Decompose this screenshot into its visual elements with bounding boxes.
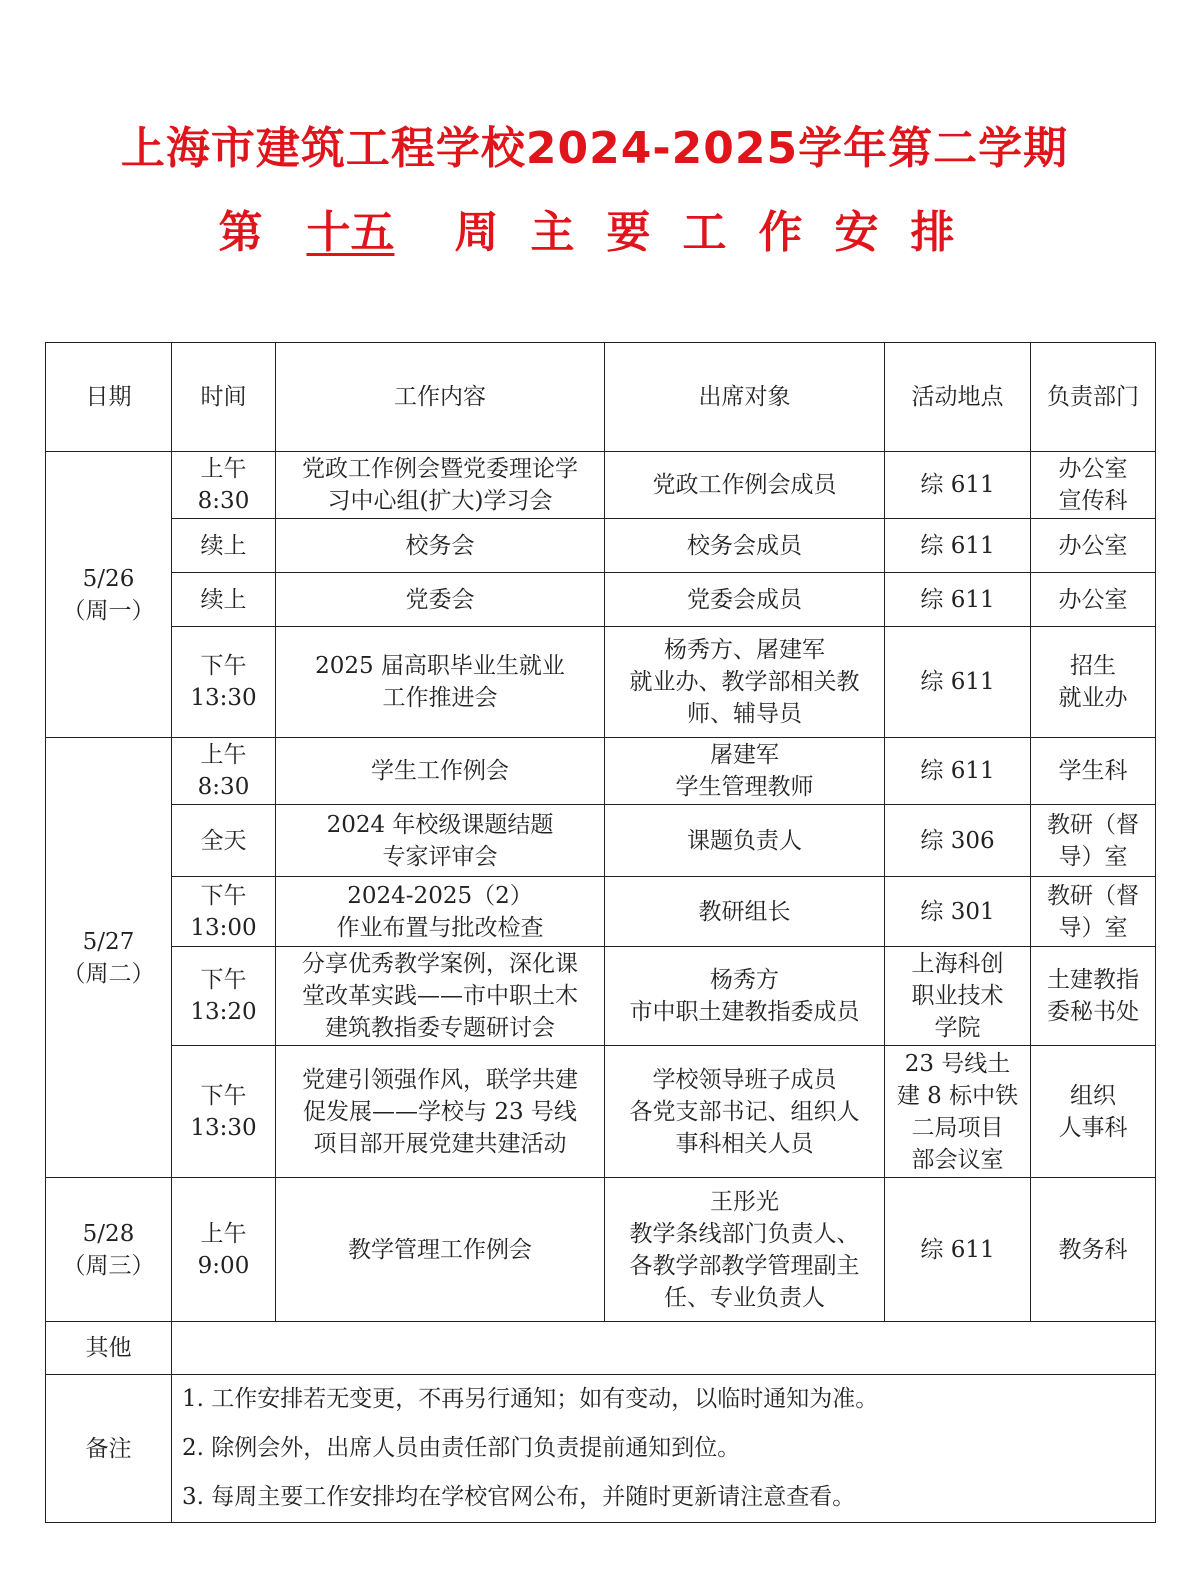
cell-line: 校务会 xyxy=(405,532,475,559)
department-cell xyxy=(1031,947,1156,1046)
table-row xyxy=(46,1046,1156,1178)
other-row xyxy=(46,1322,1156,1375)
cell-line: 8:30 xyxy=(197,488,250,514)
cell-line: 各党支部书记、组织人 xyxy=(629,1098,860,1125)
header-department: 负责部门 xyxy=(1031,343,1156,452)
cell-line: 工作推进会 xyxy=(382,685,498,711)
cell-line: 下午 xyxy=(200,1082,247,1109)
location-cell xyxy=(885,573,1031,627)
subtitle-char: 作 xyxy=(758,207,803,258)
department-cell xyxy=(1031,519,1156,573)
cell-line: 教研（督 xyxy=(1047,811,1139,838)
subtitle-char: 排 xyxy=(910,207,955,258)
cell-line: 课题负责人 xyxy=(687,827,802,854)
cell-line: 学生工作例会 xyxy=(371,758,509,784)
table-row xyxy=(46,573,1156,627)
cell-line: 就业办 xyxy=(1058,685,1128,711)
cell-line: 就业办、教学部相关教 xyxy=(629,669,860,695)
table-row xyxy=(46,738,1156,805)
cell-line: 杨秀方、屠建军 xyxy=(664,637,825,663)
attendees-cell xyxy=(605,738,885,805)
note-item: 2. 除例会外，出席人员由责任部门负责提前通知到位。 xyxy=(182,1435,741,1461)
cell-line: 部会议室 xyxy=(911,1146,1004,1173)
cell-line: 建 8 标中铁 xyxy=(896,1082,1019,1109)
department-cell xyxy=(1031,1178,1156,1322)
cell-line: 学生科 xyxy=(1058,758,1128,784)
time-cell xyxy=(172,519,276,573)
date-value: 5/26 xyxy=(82,565,135,592)
document-subtitle xyxy=(0,196,1189,260)
cell-line: 上午 xyxy=(200,1220,247,1247)
location-cell xyxy=(885,452,1031,519)
time-cell xyxy=(172,947,276,1046)
date-value: 5/27 xyxy=(82,928,135,955)
cell-line: 各教学部教学管理副主 xyxy=(629,1252,860,1279)
cell-line: 综 611 xyxy=(920,1236,995,1263)
cell-line: 杨秀方 xyxy=(710,967,779,993)
cell-line: 人事科 xyxy=(1058,1114,1128,1141)
cell-line: 委秘书处 xyxy=(1047,999,1139,1025)
header-row xyxy=(46,343,1156,452)
subtitle-char: 安 xyxy=(834,207,879,258)
cell-line: 2024 年校级课题结题 xyxy=(326,811,554,838)
content-cell xyxy=(276,452,605,519)
attendees-cell xyxy=(605,805,885,877)
department-cell xyxy=(1031,738,1156,805)
header-date: 日期 xyxy=(46,343,172,452)
cell-line: 13:30 xyxy=(190,1114,257,1141)
location-cell xyxy=(885,1178,1031,1322)
time-cell xyxy=(172,738,276,805)
header-content: 工作内容 xyxy=(276,343,605,452)
cell-line: 13:20 xyxy=(190,999,257,1025)
cell-line: 综 611 xyxy=(920,758,995,784)
cell-line: 综 611 xyxy=(920,586,995,613)
location-cell xyxy=(885,947,1031,1046)
notes-row xyxy=(46,1375,1156,1523)
content-cell xyxy=(276,627,605,738)
cell-line: 导）室 xyxy=(1058,914,1128,941)
cell-line: 党政工作例会暨党委理论学 xyxy=(302,456,578,482)
attendees-cell xyxy=(605,1046,885,1178)
department-cell xyxy=(1031,877,1156,947)
cell-line: 上午 xyxy=(200,456,247,482)
cell-line: 市中职土建教指委成员 xyxy=(629,999,860,1025)
cell-line: 综 306 xyxy=(920,827,995,854)
attendees-cell xyxy=(605,947,885,1046)
weekday-value: （周二） xyxy=(62,960,155,987)
cell-line: 办公室 xyxy=(1058,532,1128,559)
cell-line: 师、辅导员 xyxy=(687,701,802,727)
cell-line: 建筑教指委专题研讨会 xyxy=(325,1015,555,1041)
cell-line: 13:30 xyxy=(190,685,257,711)
subtitle-char: 主 xyxy=(530,207,575,258)
cell-line: 综 611 xyxy=(920,472,995,498)
cell-line: 2025 届高职毕业生就业 xyxy=(315,653,565,679)
subtitle-char: 要 xyxy=(606,207,651,258)
department-cell xyxy=(1031,452,1156,519)
notes-content xyxy=(172,1375,1156,1523)
cell-line: 党委会成员 xyxy=(687,586,802,613)
cell-line: 全天 xyxy=(200,827,247,854)
cell-line: 堂改革实践——市中职土木 xyxy=(302,983,578,1009)
cell-line: 13:00 xyxy=(190,914,257,941)
week-number: 十五 xyxy=(306,207,395,258)
cell-line: 分享优秀教学案例，深化课 xyxy=(302,951,578,977)
time-cell xyxy=(172,805,276,877)
department-cell xyxy=(1031,1046,1156,1178)
cell-line: 党建引领强作风，联学共建 xyxy=(302,1066,578,1093)
department-cell xyxy=(1031,627,1156,738)
date-value: 5/28 xyxy=(82,1220,135,1247)
date-cell xyxy=(46,738,172,1178)
attendees-cell xyxy=(605,877,885,947)
cell-line: 8:30 xyxy=(197,774,250,800)
notes-label: 备注 xyxy=(46,1375,172,1523)
content-cell xyxy=(276,1046,605,1178)
cell-line: 组织 xyxy=(1070,1082,1116,1109)
cell-line: 导）室 xyxy=(1058,843,1128,870)
attendees-cell xyxy=(605,1178,885,1322)
location-cell xyxy=(885,805,1031,877)
time-cell xyxy=(172,452,276,519)
subtitle-char: 工 xyxy=(682,207,727,258)
location-cell xyxy=(885,1046,1031,1178)
content-cell xyxy=(276,1178,605,1322)
cell-line: 职业技术 xyxy=(911,983,1004,1009)
cell-line: 学院 xyxy=(934,1015,981,1041)
table-row xyxy=(46,1178,1156,1322)
location-cell xyxy=(885,877,1031,947)
cell-line: 教研组长 xyxy=(698,898,791,925)
cell-line: 教研（督 xyxy=(1047,882,1139,909)
cell-line: 习中心组(扩大)学习会 xyxy=(327,488,553,514)
cell-line: 校务会成员 xyxy=(687,532,802,559)
cell-line: 二局项目 xyxy=(911,1114,1004,1141)
department-cell xyxy=(1031,805,1156,877)
cell-line: 事科相关人员 xyxy=(675,1130,814,1157)
cell-line: 招生 xyxy=(1070,653,1116,679)
document-title: 上海市建筑工程学校2024-2025学年第二学期 xyxy=(120,123,1069,174)
cell-line: 9:00 xyxy=(197,1252,250,1279)
cell-line: 上海科创 xyxy=(911,951,1004,977)
header-location: 活动地点 xyxy=(885,343,1031,452)
content-cell xyxy=(276,805,605,877)
cell-line: 任、专业负责人 xyxy=(664,1284,825,1311)
attendees-cell xyxy=(605,627,885,738)
cell-line: 党政工作例会成员 xyxy=(652,472,837,498)
content-cell xyxy=(276,519,605,573)
weekday-value: （周三） xyxy=(62,1252,155,1279)
cell-line: 作业布置与批改检查 xyxy=(336,914,544,941)
header-attendees: 出席对象 xyxy=(605,343,885,452)
table-row xyxy=(46,627,1156,738)
cell-line: 办公室 xyxy=(1058,456,1128,482)
time-cell xyxy=(172,877,276,947)
schedule-table xyxy=(45,342,1156,1523)
attendees-cell xyxy=(605,452,885,519)
cell-line: 促发展——学校与 23 号线 xyxy=(303,1098,577,1125)
content-cell xyxy=(276,877,605,947)
department-cell xyxy=(1031,573,1156,627)
cell-line: 宣传科 xyxy=(1058,488,1128,514)
cell-line: 续上 xyxy=(200,532,247,559)
cell-line: 王彤光 xyxy=(710,1188,779,1215)
cell-line: 屠建军 xyxy=(710,742,779,768)
cell-line: 教学管理工作例会 xyxy=(348,1236,532,1263)
cell-line: 教务科 xyxy=(1058,1236,1128,1263)
cell-line: 综 301 xyxy=(920,898,995,925)
content-cell xyxy=(276,573,605,627)
time-cell xyxy=(172,573,276,627)
table-row xyxy=(46,947,1156,1046)
cell-line: 上午 xyxy=(200,742,247,768)
subtitle-prefix: 第 xyxy=(218,207,263,258)
cell-line: 2024-2025（2） xyxy=(347,882,533,909)
cell-line: 项目部开展党建共建活动 xyxy=(313,1130,567,1157)
cell-line: 专家评审会 xyxy=(382,843,498,870)
content-cell xyxy=(276,738,605,805)
cell-line: 办公室 xyxy=(1058,586,1128,613)
cell-line: 下午 xyxy=(200,653,247,679)
other-value xyxy=(172,1322,1156,1375)
note-item: 1. 工作安排若无变更，不再另行通知；如有变动，以临时通知为准。 xyxy=(182,1386,879,1412)
cell-line: 下午 xyxy=(200,967,247,993)
cell-line: 教学条线部门负责人、 xyxy=(629,1220,860,1247)
cell-line: 党委会 xyxy=(405,586,475,613)
table-row xyxy=(46,877,1156,947)
table-row xyxy=(46,452,1156,519)
cell-line: 续上 xyxy=(200,586,247,613)
time-cell xyxy=(172,1046,276,1178)
cell-line: 学生管理教师 xyxy=(675,774,814,800)
attendees-cell xyxy=(605,573,885,627)
weekday-value: （周一） xyxy=(62,597,155,624)
subtitle-char: 周 xyxy=(454,207,499,258)
attendees-cell xyxy=(605,519,885,573)
schedule-body xyxy=(46,343,1156,1523)
table-row xyxy=(46,805,1156,877)
cell-line: 综 611 xyxy=(920,532,995,559)
cell-line: 下午 xyxy=(200,882,247,909)
cell-line: 综 611 xyxy=(920,669,995,695)
cell-line: 学校领导班子成员 xyxy=(652,1066,837,1093)
location-cell xyxy=(885,519,1031,573)
location-cell xyxy=(885,627,1031,738)
date-cell xyxy=(46,452,172,738)
time-cell xyxy=(172,627,276,738)
note-item: 3. 每周主要工作安排均在学校官网公布，并随时更新请注意查看。 xyxy=(182,1484,856,1510)
location-cell xyxy=(885,738,1031,805)
cell-line: 23 号线土 xyxy=(904,1050,1011,1077)
time-cell xyxy=(172,1178,276,1322)
other-label: 其他 xyxy=(46,1322,172,1375)
cell-line: 土建教指 xyxy=(1047,967,1139,993)
header-time: 时间 xyxy=(172,343,276,452)
content-cell xyxy=(276,947,605,1046)
table-row xyxy=(46,519,1156,573)
date-cell xyxy=(46,1178,172,1322)
